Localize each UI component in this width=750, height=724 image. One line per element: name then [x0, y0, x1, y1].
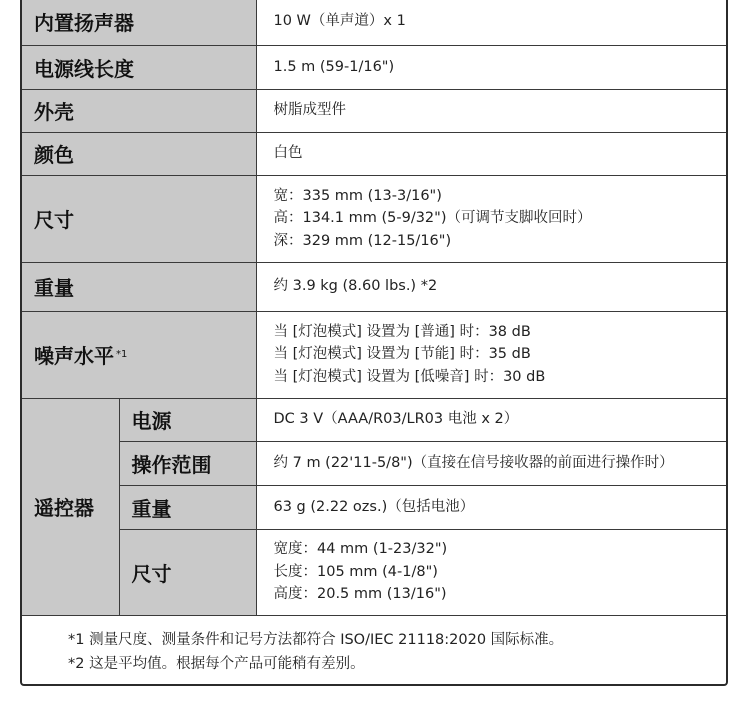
- spec-value-multiline: [256, 311, 728, 398]
- noise-eco: 当 [灯泡模式] 设置为 [节能] 时：35 dB: [273, 346, 531, 363]
- spec-row-size: [22, 175, 728, 262]
- spec-row-remote-size: [22, 529, 728, 615]
- size-height: 高：134.1 mm (5-9/32")（可调节支脚收回时）: [273, 210, 592, 227]
- spec-value-multiline: [256, 529, 728, 615]
- spec-row-weight: [22, 262, 728, 311]
- spec-label: 内置扬声器: [22, 0, 256, 45]
- spec-table-frame: [20, 0, 728, 686]
- remote-label: 遥控器: [22, 398, 119, 615]
- footnote-2: *2 这是平均值。根据每个产品可能稍有差别。: [68, 655, 365, 672]
- spec-value: DC 3 V（AAA/R03/LR03 电池 x 2）: [256, 398, 728, 441]
- footnote-1: *1 测量尺度、测量条件和记号方法都符合 ISO/IEC 21118:2020 国际标准。: [68, 631, 564, 648]
- noise-quiet: 当 [灯泡模式] 设置为 [低噪音] 时：30 dB: [273, 368, 546, 385]
- spec-label: 操作范围: [119, 441, 256, 485]
- spec-value: 白色: [256, 132, 728, 175]
- footnotes: [22, 616, 726, 676]
- spec-row-remote-range: [22, 441, 728, 485]
- spec-label: 尺寸: [119, 529, 256, 615]
- remote-size-width: 宽度：44 mm (1-23/32"): [273, 541, 448, 558]
- size-width: 宽：335 mm (13-3/16"): [273, 187, 442, 204]
- spec-value: 10 W（单声道）x 1: [256, 0, 728, 45]
- spec-row-remote-weight: [22, 485, 728, 529]
- spec-label: [22, 311, 256, 398]
- spec-value: 63 g (2.22 ozs.)（包括电池）: [256, 485, 728, 529]
- spec-value: 约 7 m (22'11-5/8")（直接在信号接收器的前面进行操作时）: [256, 441, 728, 485]
- spec-row-remote-power: [22, 398, 728, 441]
- footnote-marker: *1: [116, 349, 128, 360]
- spec-value: 树脂成型件: [256, 89, 728, 132]
- spec-row-cable: [22, 45, 728, 89]
- spec-value: 约 3.9 kg (8.60 lbs.) *2: [256, 262, 728, 311]
- spec-label: 重量: [119, 485, 256, 529]
- spec-label: 重量: [22, 262, 256, 311]
- spec-label: 颜色: [22, 132, 256, 175]
- spec-row-noise: [22, 311, 728, 398]
- spec-row-speaker: [22, 0, 728, 45]
- noise-normal: 当 [灯泡模式] 设置为 [普通] 时：38 dB: [273, 323, 531, 340]
- noise-label: 噪声水平: [34, 344, 114, 368]
- spec-row-color: [22, 132, 728, 175]
- spec-label: 尺寸: [22, 175, 256, 262]
- spec-label: 电源: [119, 398, 256, 441]
- spec-value-multiline: [256, 175, 728, 262]
- spec-table: [22, 0, 728, 616]
- spec-row-housing: [22, 89, 728, 132]
- remote-size-length: 长度：105 mm (4-1/8"): [273, 563, 438, 580]
- spec-label: 外壳: [22, 89, 256, 132]
- spec-label: 电源线长度: [22, 45, 256, 89]
- remote-size-height: 高度：20.5 mm (13/16"): [273, 586, 447, 603]
- size-depth: 深：329 mm (12-15/16"): [273, 232, 452, 249]
- spec-value: 1.5 m (59-1/16"): [256, 45, 728, 89]
